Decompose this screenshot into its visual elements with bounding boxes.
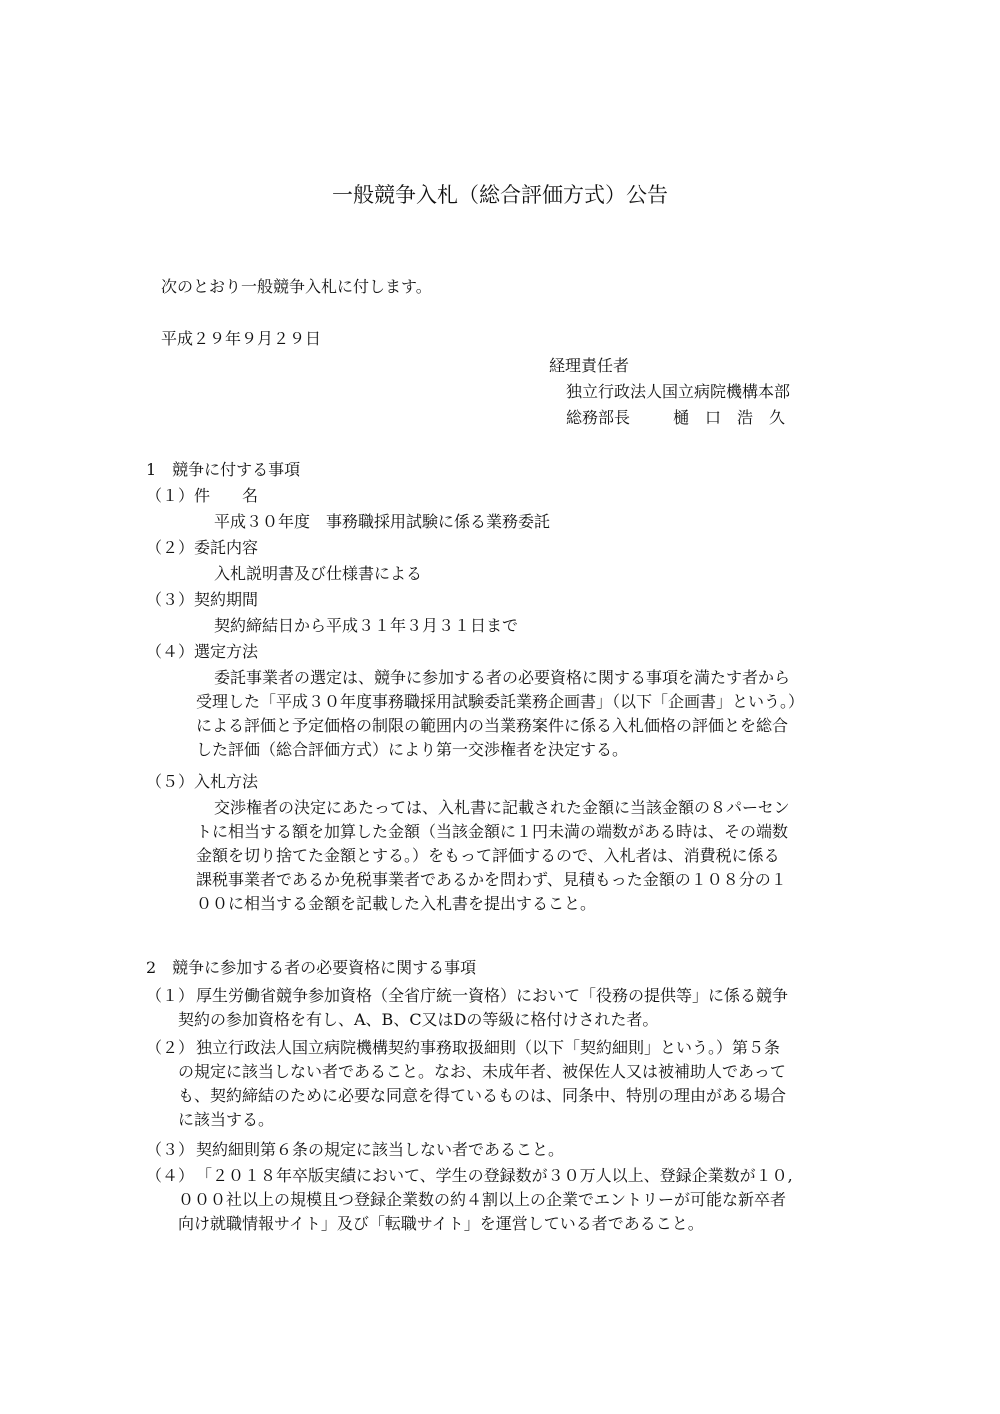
body-line: 委託事業者の選定は、競争に参加する者の必要資格に関する事項を満たす者から — [214, 668, 791, 687]
section2-heading: 2 競争に参加する者の必要資格に関する事項 — [146, 958, 477, 977]
body-line: 独立行政法人国立病院機構契約事務取扱細則（以下「契約細則」という。）第５条 — [196, 1038, 781, 1057]
body-line: 金額を切り捨てた金額とする。）をもって評価するので、入札者は、消費税に係る — [196, 846, 780, 865]
section2-item-4-body — [178, 1164, 860, 1236]
issuer-organization: 独立行政法人国立病院機構本部 — [566, 382, 791, 401]
body-line: 契約の参加資格を有し、A、B、C又はDの等級に格付けされた者。 — [178, 1010, 659, 1029]
section2-item-3-label: （３） — [146, 1140, 195, 1159]
intro-text: 次のとおり一般競争入札に付します。 — [161, 277, 432, 296]
section1-item-5-label: （５）入札方法 — [146, 772, 259, 791]
section2-item-2-label: （２） — [146, 1038, 195, 1057]
body-line: による評価と予定価格の制限の範囲内の当業務案件に係る入札価格の評価とを総合 — [196, 716, 789, 735]
section1-item-3-body: 契約締結日から平成３１年３月３１日まで — [214, 616, 519, 635]
body-line: ０００社以上の規模且つ登録企業数の約４割以上の企業でエントリーが可能な新卒者 — [178, 1190, 787, 1209]
body-line: ００に相当する金額を記載した入札書を提出すること。 — [196, 894, 597, 913]
issuer-position: 総務部長 — [566, 408, 631, 427]
section2-item-1-label: （１） — [146, 986, 195, 1005]
announcement-date: 平成２９年９月２９日 — [161, 329, 322, 348]
section1-heading: 1 競争に付する事項 — [146, 460, 301, 479]
section2-item-1-body — [178, 984, 860, 1032]
section1-item-1-body: 平成３０年度 事務職採用試験に係る業務委託 — [214, 512, 551, 531]
section1-item-4-body — [196, 666, 860, 762]
body-line: 課税事業者であるか免税事業者であるかを問わず、見積もった金額の１０８分の１ — [196, 870, 787, 889]
section1-item-2-label: （２）委託内容 — [146, 538, 259, 557]
body-line: 契約細則第６条の規定に該当しない者であること。 — [196, 1140, 565, 1159]
issuer-name: 樋 口 浩 久 — [673, 408, 786, 427]
body-line: 厚生労働省競争参加資格（全省庁統一資格）において「役務の提供等」に係る競争 — [196, 986, 789, 1005]
section1-item-3-label: （３）契約期間 — [146, 590, 259, 609]
body-line: の規定に該当しない者であること。なお、未成年者、被保佐人又は被補助人であって — [178, 1062, 786, 1081]
section1-item-1-label: （１）件 名 — [146, 486, 259, 505]
section1-item-2-body: 入札説明書及び仕様書による — [214, 564, 423, 583]
section2-item-3-body — [196, 1138, 860, 1162]
issuer-role: 経理責任者 — [549, 356, 630, 375]
section1-item-4-label: （４）選定方法 — [146, 642, 259, 661]
document-title: 一般競争入札（総合評価方式）公告 — [332, 183, 668, 207]
section2-item-2-body — [178, 1036, 860, 1132]
body-line: 向け就職情報サイト」及び「転職サイト」を運営している者であること。 — [178, 1214, 704, 1233]
body-line: に該当する。 — [178, 1110, 275, 1129]
body-line: 受理した「平成３０年度事務職採用試験委託業務企画書」（以下「企画書」という。） — [196, 692, 805, 711]
body-line: した評価（総合評価方式）により第一交渉権者を決定する。 — [196, 740, 629, 759]
body-line: も、契約締結のために必要な同意を得ているものは、同条中、特別の理由がある場合 — [178, 1086, 787, 1105]
section1-item-5-body — [196, 796, 860, 916]
section2-item-4-label: （４） — [146, 1166, 195, 1185]
body-line: 交渉権者の決定にあたっては、入札書に記載された金額に当該金額の８パーセン — [214, 798, 790, 817]
body-line: 「２０１８年卒版実績において、学生の登録数が３０万人以上、登録企業数が１０, — [196, 1166, 793, 1185]
body-line: トに相当する額を加算した金額（当該金額に１円未満の端数がある時は、その端数 — [196, 822, 789, 841]
